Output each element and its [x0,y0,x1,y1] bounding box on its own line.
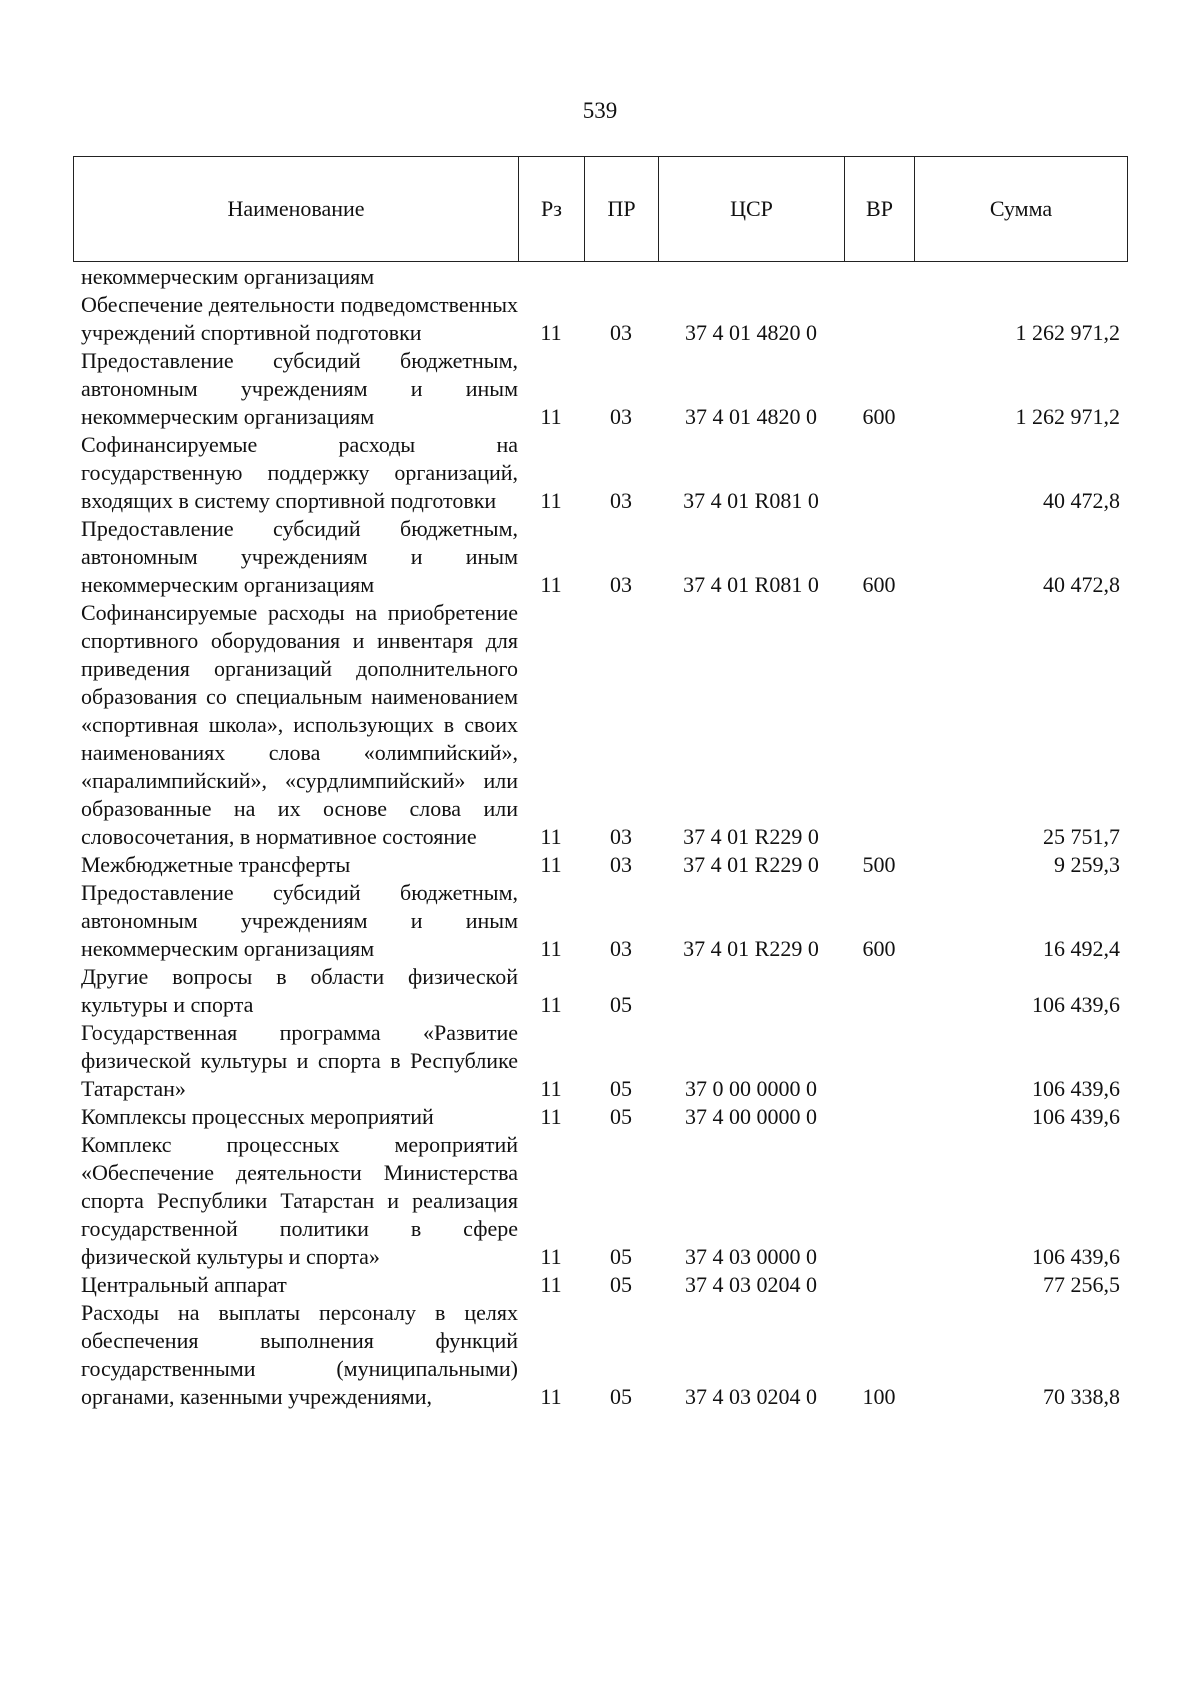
row-csr [658,263,844,291]
row-pr: 03 [610,824,632,849]
table-row [73,599,1128,851]
row-name-cell [73,431,518,515]
row-csr: 37 0 00 0000 0 [685,1076,817,1101]
row-sum: 106 439,6 [1032,992,1120,1017]
row-pr: 05 [610,1076,632,1101]
table-body [73,263,1128,1411]
column-header-sum: Сумма [915,157,1128,262]
row-vr [844,1271,914,1299]
row-csr: 37 4 01 R081 0 [683,488,819,513]
table-row [73,1271,1128,1299]
row-name-cell [73,515,518,599]
row-name: Комплексы процессных мероприятий [81,1104,434,1129]
row-name-cell [73,879,518,963]
row-vr [844,1019,914,1103]
table-row [73,1299,1128,1411]
row-rz: 11 [540,824,562,849]
row-csr: 37 4 03 0204 0 [685,1272,817,1297]
row-pr: 05 [610,1272,632,1297]
row-csr: 37 4 01 R081 0 [683,572,819,597]
row-csr: 37 4 01 R229 0 [683,824,819,849]
table-header [73,156,1128,262]
row-sum: 16 492,4 [1043,936,1120,961]
row-name: Межбюджетные трансферты [81,852,351,877]
row-pr: 03 [610,936,632,961]
row-sum: 9 259,3 [1054,852,1120,877]
table-row [73,263,1128,291]
row-sum: 106 439,6 [1032,1104,1120,1129]
row-csr: 37 4 01 4820 0 [685,404,817,429]
row-sum: 25 751,7 [1043,824,1120,849]
row-sum: 70 338,8 [1043,1384,1120,1409]
row-csr: 37 4 01 R229 0 [683,936,819,961]
row-csr: 37 4 03 0000 0 [685,1244,817,1269]
row-rz: 11 [540,320,562,345]
row-name: Предоставление субсидий бюджетным, автономным учреждениям и иным некоммерческим организациям [81,880,518,961]
column-header-csr: ЦСР [659,157,845,262]
row-pr: 03 [610,488,632,513]
row-csr: 37 4 00 0000 0 [685,1104,817,1129]
row-name: Расходы на выплаты персоналу в целях обеспечения выполнения функций государственными (муниципальными) органами, казенными учреждениями, [81,1300,518,1409]
row-name: Центральный аппарат [81,1272,287,1297]
row-csr: 37 4 03 0204 0 [685,1384,817,1409]
row-vr [844,1131,914,1271]
row-name-cell [73,1131,518,1271]
row-name-cell [73,963,518,1019]
row-vr: 600 [862,404,896,429]
row-name-cell [73,263,518,291]
table-row [73,1103,1128,1131]
table-row [73,347,1128,431]
table-row [73,291,1128,347]
row-name: Предоставление субсидий бюджетным, автономным учреждениям и иным некоммерческим организациям [81,516,518,597]
row-vr: 500 [862,852,896,877]
row-name: Комплекс процессных мероприятий «Обеспечение деятельности Министерства спорта Республики Татарстан и реализация государственной политики в сфере физической культуры и спорта» [81,1132,518,1269]
row-vr [844,263,914,291]
row-vr: 100 [862,1384,896,1409]
row-vr: 600 [862,936,896,961]
row-rz: 11 [540,1076,562,1101]
table-row [73,879,1128,963]
column-header-pr: ПР [585,157,659,262]
table-row [73,963,1128,1019]
row-vr [844,1103,914,1131]
row-name-cell [73,1271,518,1299]
row-rz: 11 [540,1384,562,1409]
row-name-cell [73,1019,518,1103]
row-name: Предоставление субсидий бюджетным, автономным учреждениям и иным некоммерческим организациям [81,348,518,429]
row-pr: 03 [610,852,632,877]
row-pr: 05 [610,992,632,1017]
row-sum: 106 439,6 [1032,1244,1120,1269]
row-rz: 11 [540,992,562,1017]
row-sum: 1 262 971,2 [1015,320,1120,345]
row-sum: 40 472,8 [1043,488,1120,513]
table-row [73,1019,1128,1103]
row-name-cell [73,347,518,431]
row-csr: 37 4 01 4820 0 [685,320,817,345]
row-rz: 11 [540,936,562,961]
row-rz: 11 [540,1104,562,1129]
row-rz: 11 [540,404,562,429]
row-pr: 03 [610,320,632,345]
row-sum: 77 256,5 [1043,1272,1120,1297]
row-sum: 1 262 971,2 [1015,404,1120,429]
row-name-cell [73,291,518,347]
row-name-cell [73,1103,518,1131]
row-pr: 05 [610,1104,632,1129]
row-pr: 03 [610,572,632,597]
row-pr: 03 [610,404,632,429]
row-pr [584,263,658,291]
row-name-cell [73,1299,518,1411]
row-rz: 11 [540,852,562,877]
table-row [73,1131,1128,1271]
row-vr [844,291,914,347]
column-header-vr: ВР [845,157,915,262]
table-row [73,851,1128,879]
row-name: некоммерческим организациям [81,264,375,289]
row-name-cell [73,599,518,851]
row-rz: 11 [540,488,562,513]
budget-table [73,263,1128,1411]
row-sum [914,263,1128,291]
row-name: Обеспечение деятельности подведомственных учреждений спортивной подготовки [81,292,518,345]
row-rz [518,263,584,291]
row-rz: 11 [540,1244,562,1269]
row-rz: 11 [540,572,562,597]
row-vr: 600 [862,572,896,597]
row-name: Другие вопросы в области физической культуры и спорта [81,964,518,1017]
table-row [73,431,1128,515]
row-sum: 40 472,8 [1043,572,1120,597]
row-name: Софинансируемые расходы на приобретение спортивного оборудования и инвентаря для приведения организаций дополнительного образования со специальным наименованием «спортивная школа», использующих в своих наименованиях слова «олимпийский», «паралимпийский», «сурдлимпийский» или образованные на их основе слова или словосочетания, в нормативное состояние [81,600,518,849]
row-sum: 106 439,6 [1032,1076,1120,1101]
row-csr: 37 4 01 R229 0 [683,852,819,877]
column-header-rz: Рз [519,157,585,262]
row-vr [844,963,914,1019]
row-name-cell [73,851,518,879]
row-csr [658,963,844,1019]
row-pr: 05 [610,1384,632,1409]
row-pr: 05 [610,1244,632,1269]
page-number: 539 [582,98,618,123]
column-header-name: Наименование [74,157,519,262]
row-rz: 11 [540,1272,562,1297]
row-vr [844,431,914,515]
row-name: Софинансируемые расходы на государственную поддержку организаций, входящих в систему спортивной подготовки [81,432,518,513]
row-name: Государственная программа «Развитие физической культуры и спорта в Республике Татарстан» [81,1020,518,1101]
row-vr [844,599,914,851]
table-row [73,515,1128,599]
